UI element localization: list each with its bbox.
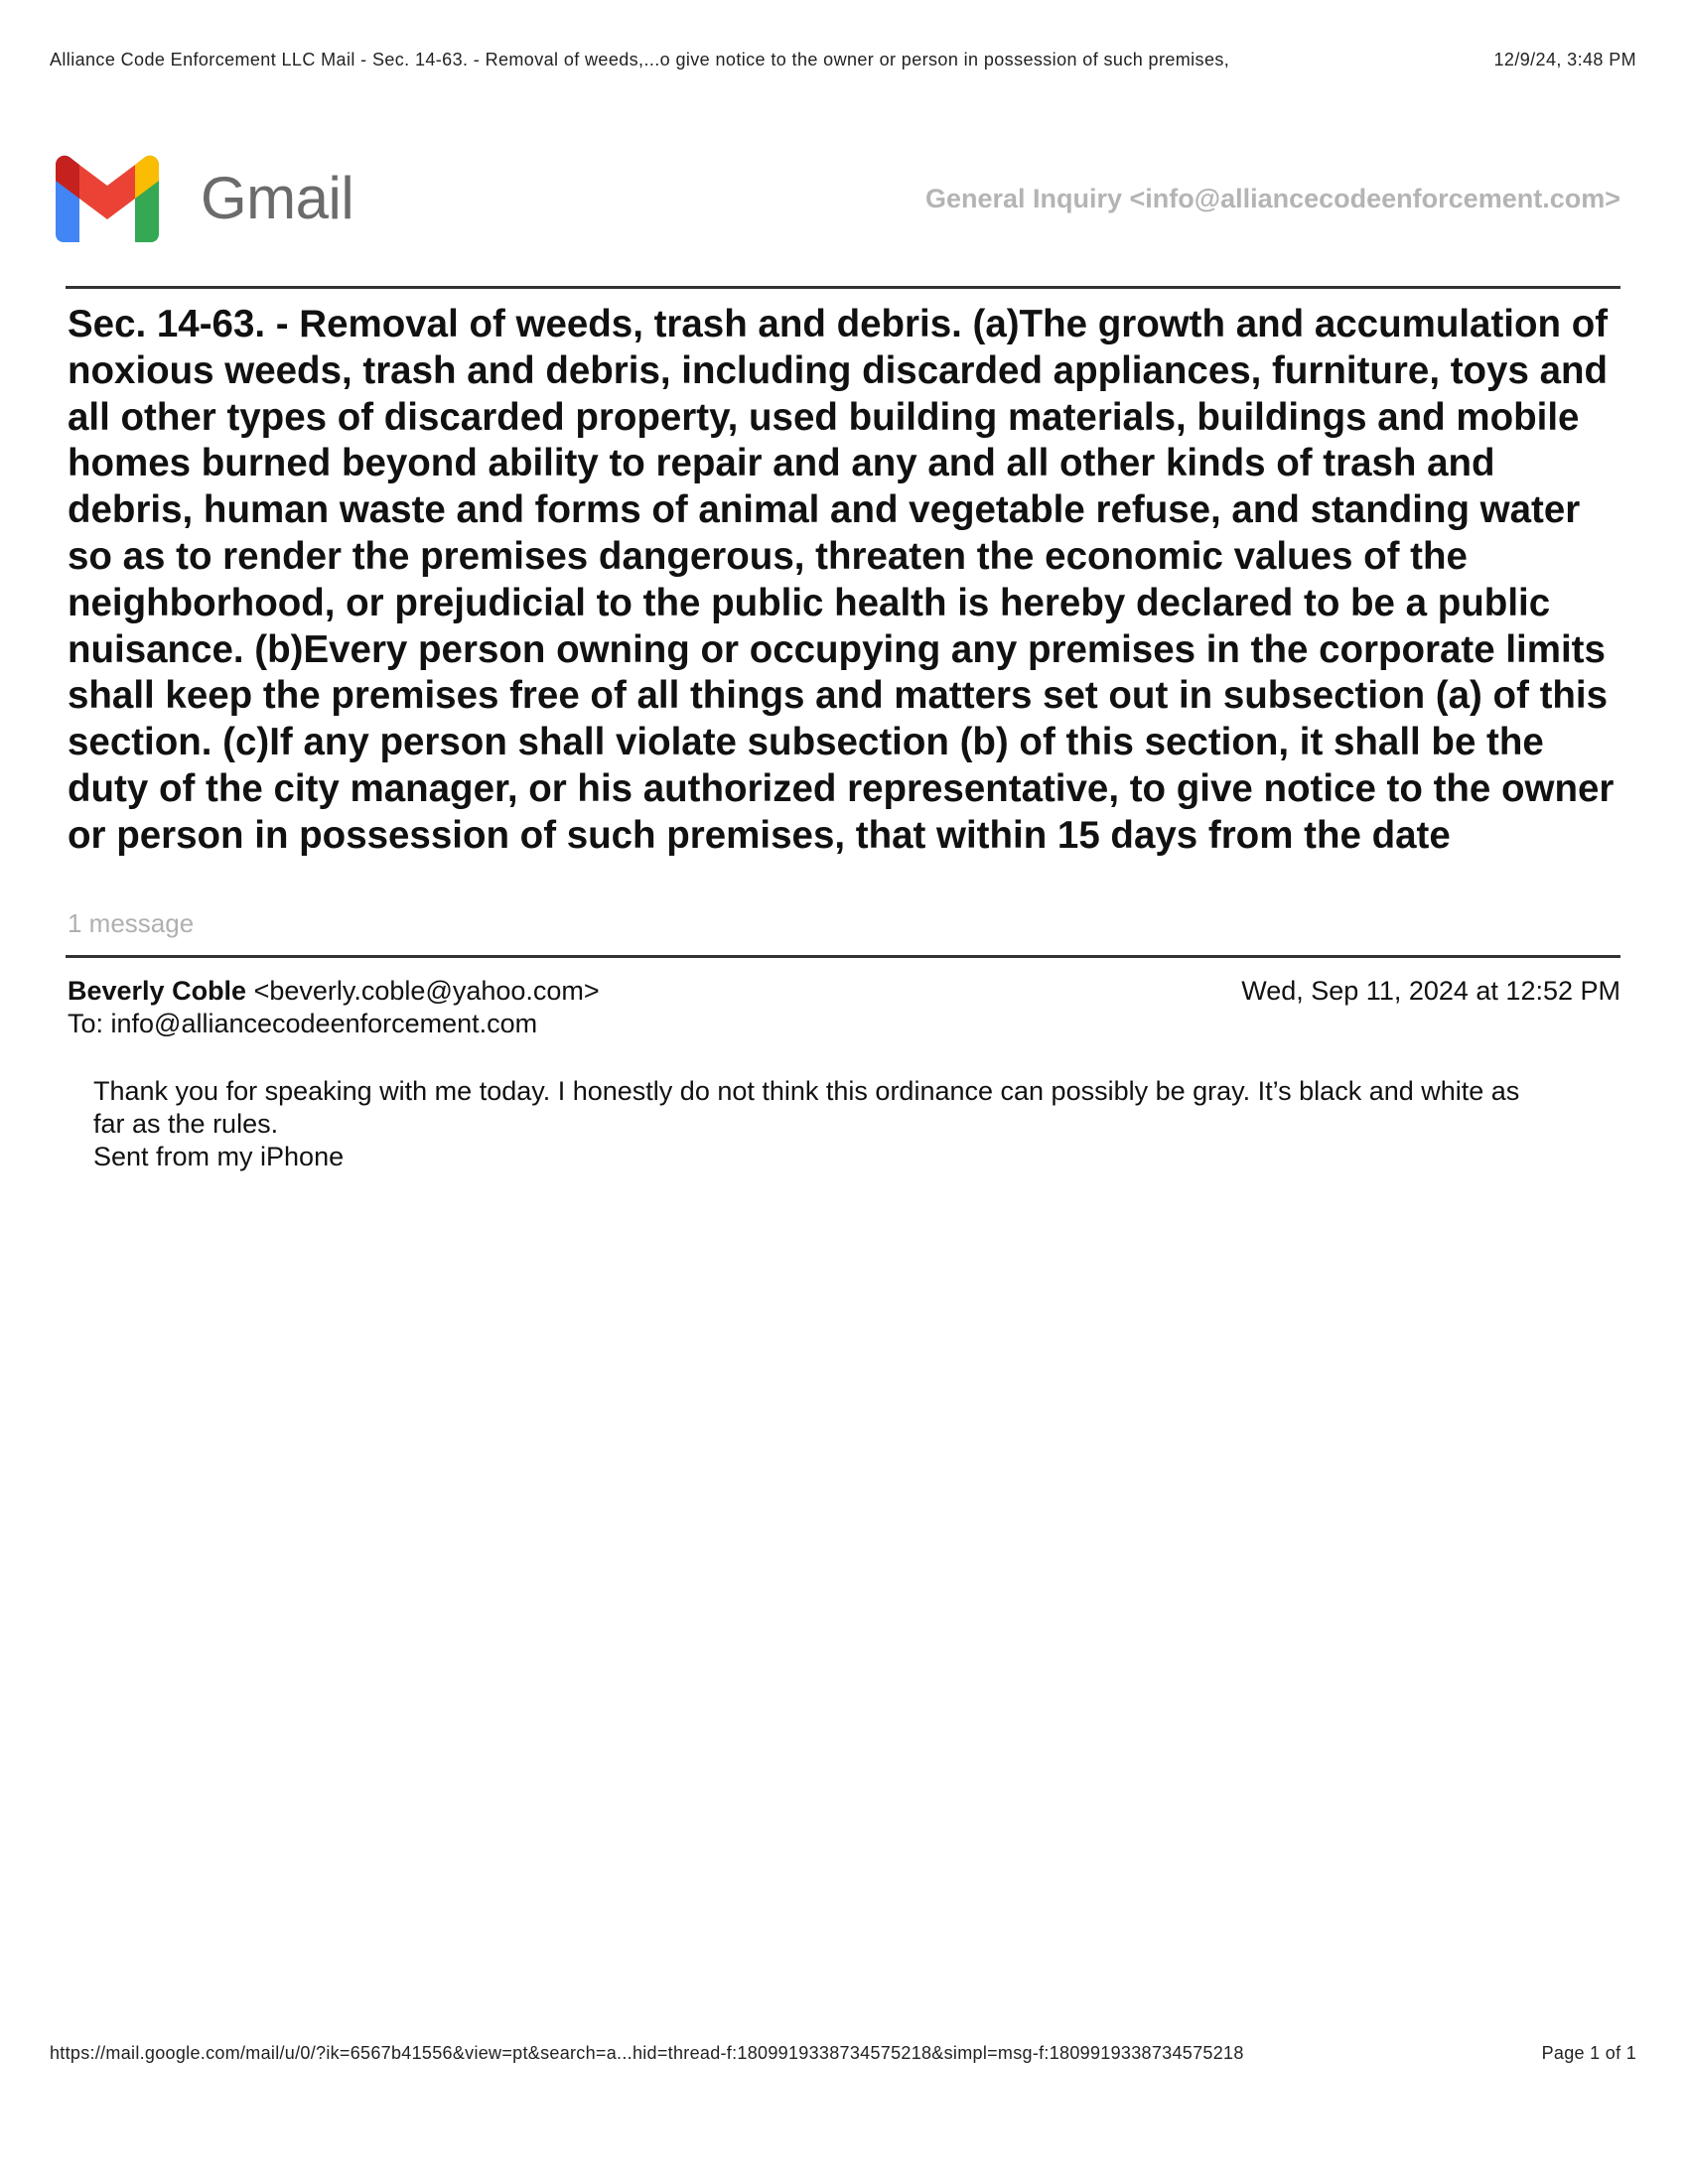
message-body	[93, 1075, 1539, 1173]
subject-divider	[66, 955, 1620, 958]
print-header-timestamp: 12/9/24, 3:48 PM	[1493, 49, 1636, 69]
gmail-logo	[56, 155, 353, 242]
print-header-title: Alliance Code Enforcement LLC Mail - Sec. 14-63. - Removal of weeds,...o give notice to the owner or person in possession of such premises,	[50, 49, 1230, 69]
print-footer-url: https://mail.google.com/mail/u/0/?ik=6567b41556&view=pt&search=a...hid=thread-f:1809919338734575218&simpl=msg-f:1809919338734575218	[50, 2043, 1244, 2063]
message-date: Wed, Sep 11, 2024 at 12:52 PM	[1241, 976, 1620, 1006]
header-divider	[66, 286, 1620, 289]
message-count: 1 message	[68, 908, 195, 938]
print-header	[50, 48, 1636, 71]
gmail-wordmark: Gmail	[201, 165, 354, 231]
account-identity: General Inquiry <info@alliancecodeenforcement.com>	[924, 183, 1620, 213]
thread-subject: Sec. 14-63. - Removal of weeds, trash and debris. (a)The growth and accumulation of noxious weeds, trash and debris, including discarded appliances, furniture, toys and all other types of discarded property, used building materials, buildings and mobile homes burned beyond ability to repair and any and all other kinds of trash and debris, human waste and forms of animal and vegetable refuse, and standing water so as to render the premises dangerous, threaten the economic values of the neighborhood, or prejudicial to the public health is hereby declared to be a public nuisance. (b)Every person owning or occupying any premises in the corporate limits shall keep the premises free of all things and matters set out in subsection (a) of this section. (c)If any person shall violate subsection (b) of this section, it shall be the duty of the city manager, or his authorized representative, to give notice to the owner or person in possession of such premises, that within 15 days from the date	[68, 303, 1615, 857]
sender	[68, 975, 600, 1008]
page-number: Page 1 of 1	[1541, 2043, 1636, 2063]
recipient: To: info@alliancecodeenforcement.com	[68, 1009, 538, 1038]
gmail-m-icon	[56, 155, 159, 242]
message-meta	[68, 975, 1620, 1040]
gmail-header	[56, 149, 1620, 248]
body-line: Sent from my iPhone	[93, 1142, 345, 1171]
body-line: Thank you for speaking with me today. I honestly do not think this ordinance can possibly be gray. It’s black and white as far as the rules.	[93, 1076, 1520, 1139]
sender-name: Beverly Coble	[68, 976, 247, 1006]
print-footer	[50, 2043, 1636, 2064]
sender-email: <beverly.coble@yahoo.com>	[253, 976, 600, 1006]
